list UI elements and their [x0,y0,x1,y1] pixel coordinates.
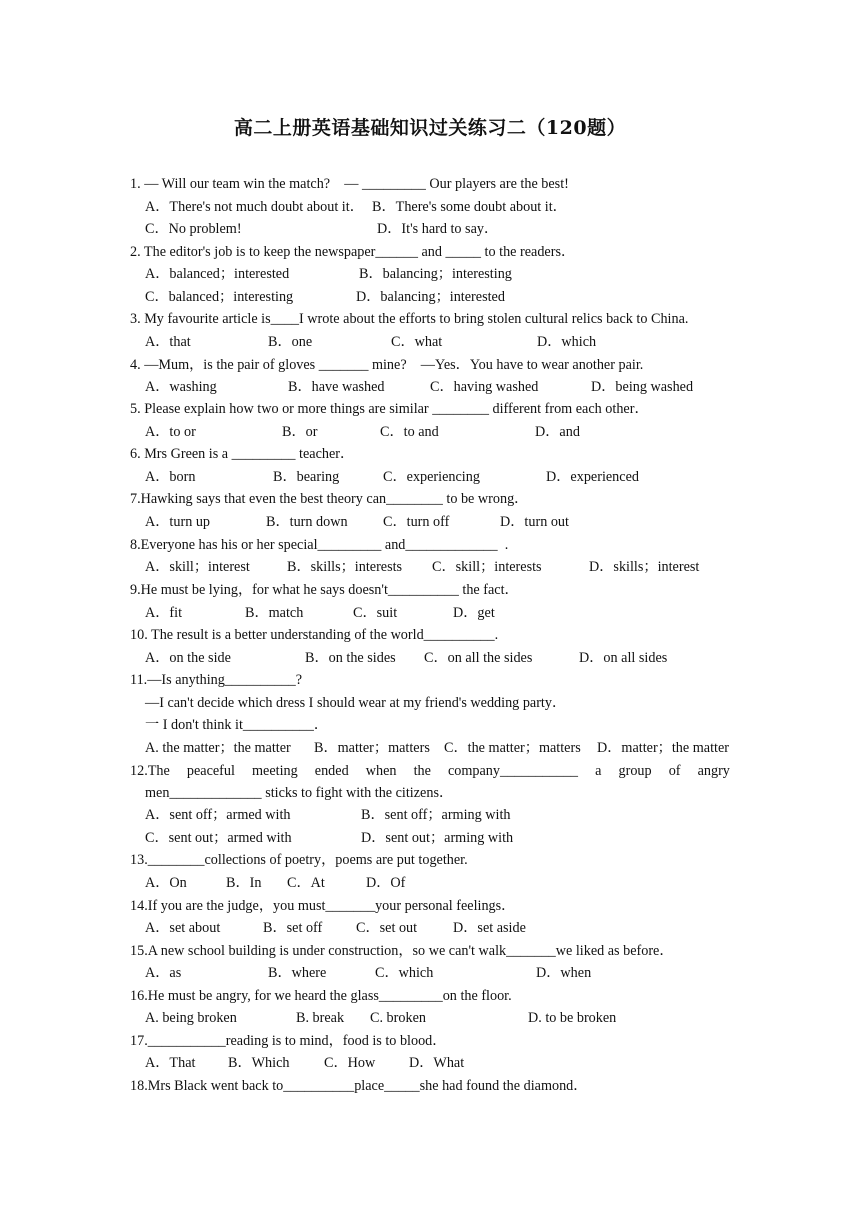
question-17-option-c: C．How [324,1055,376,1071]
question-5-option-b: B．or [282,424,318,440]
question-15-option-b: B．where [268,965,327,981]
question-6-stem: 6. Mrs Green is a _________ teacher． [130,446,355,462]
question-2-option-b: B．balancing；interesting [359,266,512,282]
question-5-option-a: A．to or [145,424,196,440]
question-11-stem: 11.—Is anything__________? [130,672,303,688]
question-3-option-c: C．what [391,334,443,350]
question-4-option-d: D．being washed [591,379,694,395]
question-6-option-a: A．born [145,469,196,485]
question-12-option-b: B．sent off；arming with [361,807,511,823]
question-3-option-a: A．that [145,334,191,350]
question-10-option-c: C．on all the sides [424,650,533,666]
question-9-option-b: B．match [245,605,304,621]
question-9-option-d: D．get [453,605,495,621]
question-12-option-a: A．sent off；armed with [145,807,291,823]
question-17-option-d: D．What [409,1055,465,1071]
question-14-option-b: B．set off [263,920,323,936]
question-12-option-c: C．sent out；armed with [145,830,292,846]
question-16-stem: 16.He must be angry, for we heard the glass_________on the floor. [130,988,512,1004]
question-15-option-a: A．as [145,965,182,981]
question-1-stem: 1. — Will our team win the match? — _________ Our players are the best! [130,176,569,192]
question-13-stem: 13.________collections of poetry，poems are put together. [130,852,468,868]
question-9-option-a: A．fit [145,605,183,621]
question-17-option-a: A．That [145,1055,196,1071]
question-13-option-c: C．At [287,875,325,891]
question-6-option-b: B．bearing [273,469,340,485]
question-12-stem-continued: men_____________ sticks to fight with the citizens． [145,785,454,801]
question-12-stem [130,762,730,780]
question-11-option-b: B．matter；matters [314,740,430,756]
question-10-option-a: A．on the side [145,650,231,666]
question-10-option-d: D．on all sides [579,650,668,666]
question-14-stem: 14.If you are the judge，you must_______your personal feelings． [130,898,516,914]
question-2-option-a: A．balanced；interested [145,266,290,282]
stem-word: angry [697,763,730,779]
question-16-option-d: D. to be broken [528,1010,617,1026]
question-3-option-b: B．one [268,334,313,350]
question-12-option-d: D．sent out；arming with [361,830,514,846]
question-8-option-d: D．skills；interest [589,559,700,575]
stem-word: of [668,763,681,779]
question-8-option-c: C．skill；interests [432,559,542,575]
question-11-dialogue-2: 一 I don't think it__________． [145,717,329,733]
question-8-stem: 8.Everyone has his or her special_________ and_____________ . [130,537,509,553]
stem-word: the [413,763,431,779]
question-9-option-c: C．suit [353,605,398,621]
question-2-option-d: D．balancing；interested [356,289,505,305]
question-3-stem: 3. My favourite article is____I wrote about the efforts to bring stolen cultural relics back to China. [130,311,689,327]
question-11-option-c: C．the matter；matters [444,740,581,756]
stem-word: when [365,763,397,779]
stem-word: group [618,763,652,779]
question-11-dialogue-1: —I can't decide which dress I should wear at my friend's wedding party． [145,695,567,711]
question-16-option-c: C. broken [370,1010,426,1026]
question-17-option-b: B．Which [228,1055,290,1071]
question-1-option-c: C．No problem! [145,221,242,237]
question-4-option-b: B．have washed [288,379,385,395]
question-3-option-d: D．which [537,334,597,350]
question-1-option-b: B．There's some doubt about it． [372,199,567,215]
stem-word: company___________ [447,763,579,779]
question-4-option-c: C．having washed [430,379,539,395]
question-7-option-d: D．turn out [500,514,569,530]
page-title: 高二上册英语基础知识过关练习二（120题） [233,117,627,139]
question-10-option-b: B．on the sides [305,650,396,666]
question-14-option-c: C．set out [356,920,418,936]
question-4-option-a: A．washing [145,379,217,395]
question-14-option-d: D．set aside [453,920,526,936]
question-6-option-c: C．experiencing [383,469,480,485]
question-2-option-c: C．balanced；interesting [145,289,294,305]
question-5-option-c: C．to and [380,424,439,440]
question-15-option-d: D．when [536,965,592,981]
stem-word: 12.The [130,763,170,779]
stem-word: meeting [252,763,298,779]
question-11-option-a: A. the matter；the matter [145,740,291,756]
question-13-option-d: D．Of [366,875,406,891]
question-9-stem: 9.He must be lying，for what he says doesn't__________ the fact． [130,582,519,598]
question-11-option-d: D．matter；the matter [597,740,729,756]
question-2-stem: 2. The editor's job is to keep the newspaper______ and _____ to the readers． [130,244,576,260]
question-16-option-a: A. being broken [145,1010,237,1026]
question-6-option-d: D．experienced [546,469,639,485]
question-16-option-b: B. break [296,1010,345,1026]
question-1-option-a: A．There's not much doubt about it． [145,199,364,215]
question-7-option-c: C．turn off [383,514,450,530]
stem-word: a [595,763,602,779]
question-14-option-a: A．set about [145,920,221,936]
question-4-stem: 4. —Mum，is the pair of gloves _______ mine? —Yes．You have to wear another pair. [130,357,644,373]
question-1-option-d: D．It's hard to say． [377,221,499,237]
question-7-option-a: A．turn up [145,514,211,530]
question-13-option-b: B．In [226,875,262,891]
question-5-stem: 5. Please explain how two or more things are similar ________ different from each other． [130,401,649,417]
question-15-stem: 15.A new school building is under construction，so we can't walk_______we liked as before． [130,943,674,959]
question-8-option-a: A．skill；interest [145,559,250,575]
stem-word: peaceful [186,763,235,779]
question-15-option-c: C．which [375,965,434,981]
question-7-stem: 7.Hawking says that even the best theory can________ to be wrong． [130,491,529,507]
question-8-option-b: B．skills；interests [287,559,403,575]
stem-word: ended [314,763,349,779]
question-10-stem: 10. The result is a better understanding of the world__________. [130,627,499,643]
question-13-option-a: A．On [145,875,187,891]
question-7-option-b: B．turn down [266,514,348,530]
question-18-stem: 18.Mrs Black went back to__________place_____she had found the diamond． [130,1078,588,1094]
question-17-stem: 17.___________reading is to mind，food is to blood． [130,1033,447,1049]
question-5-option-d: D．and [535,424,580,440]
